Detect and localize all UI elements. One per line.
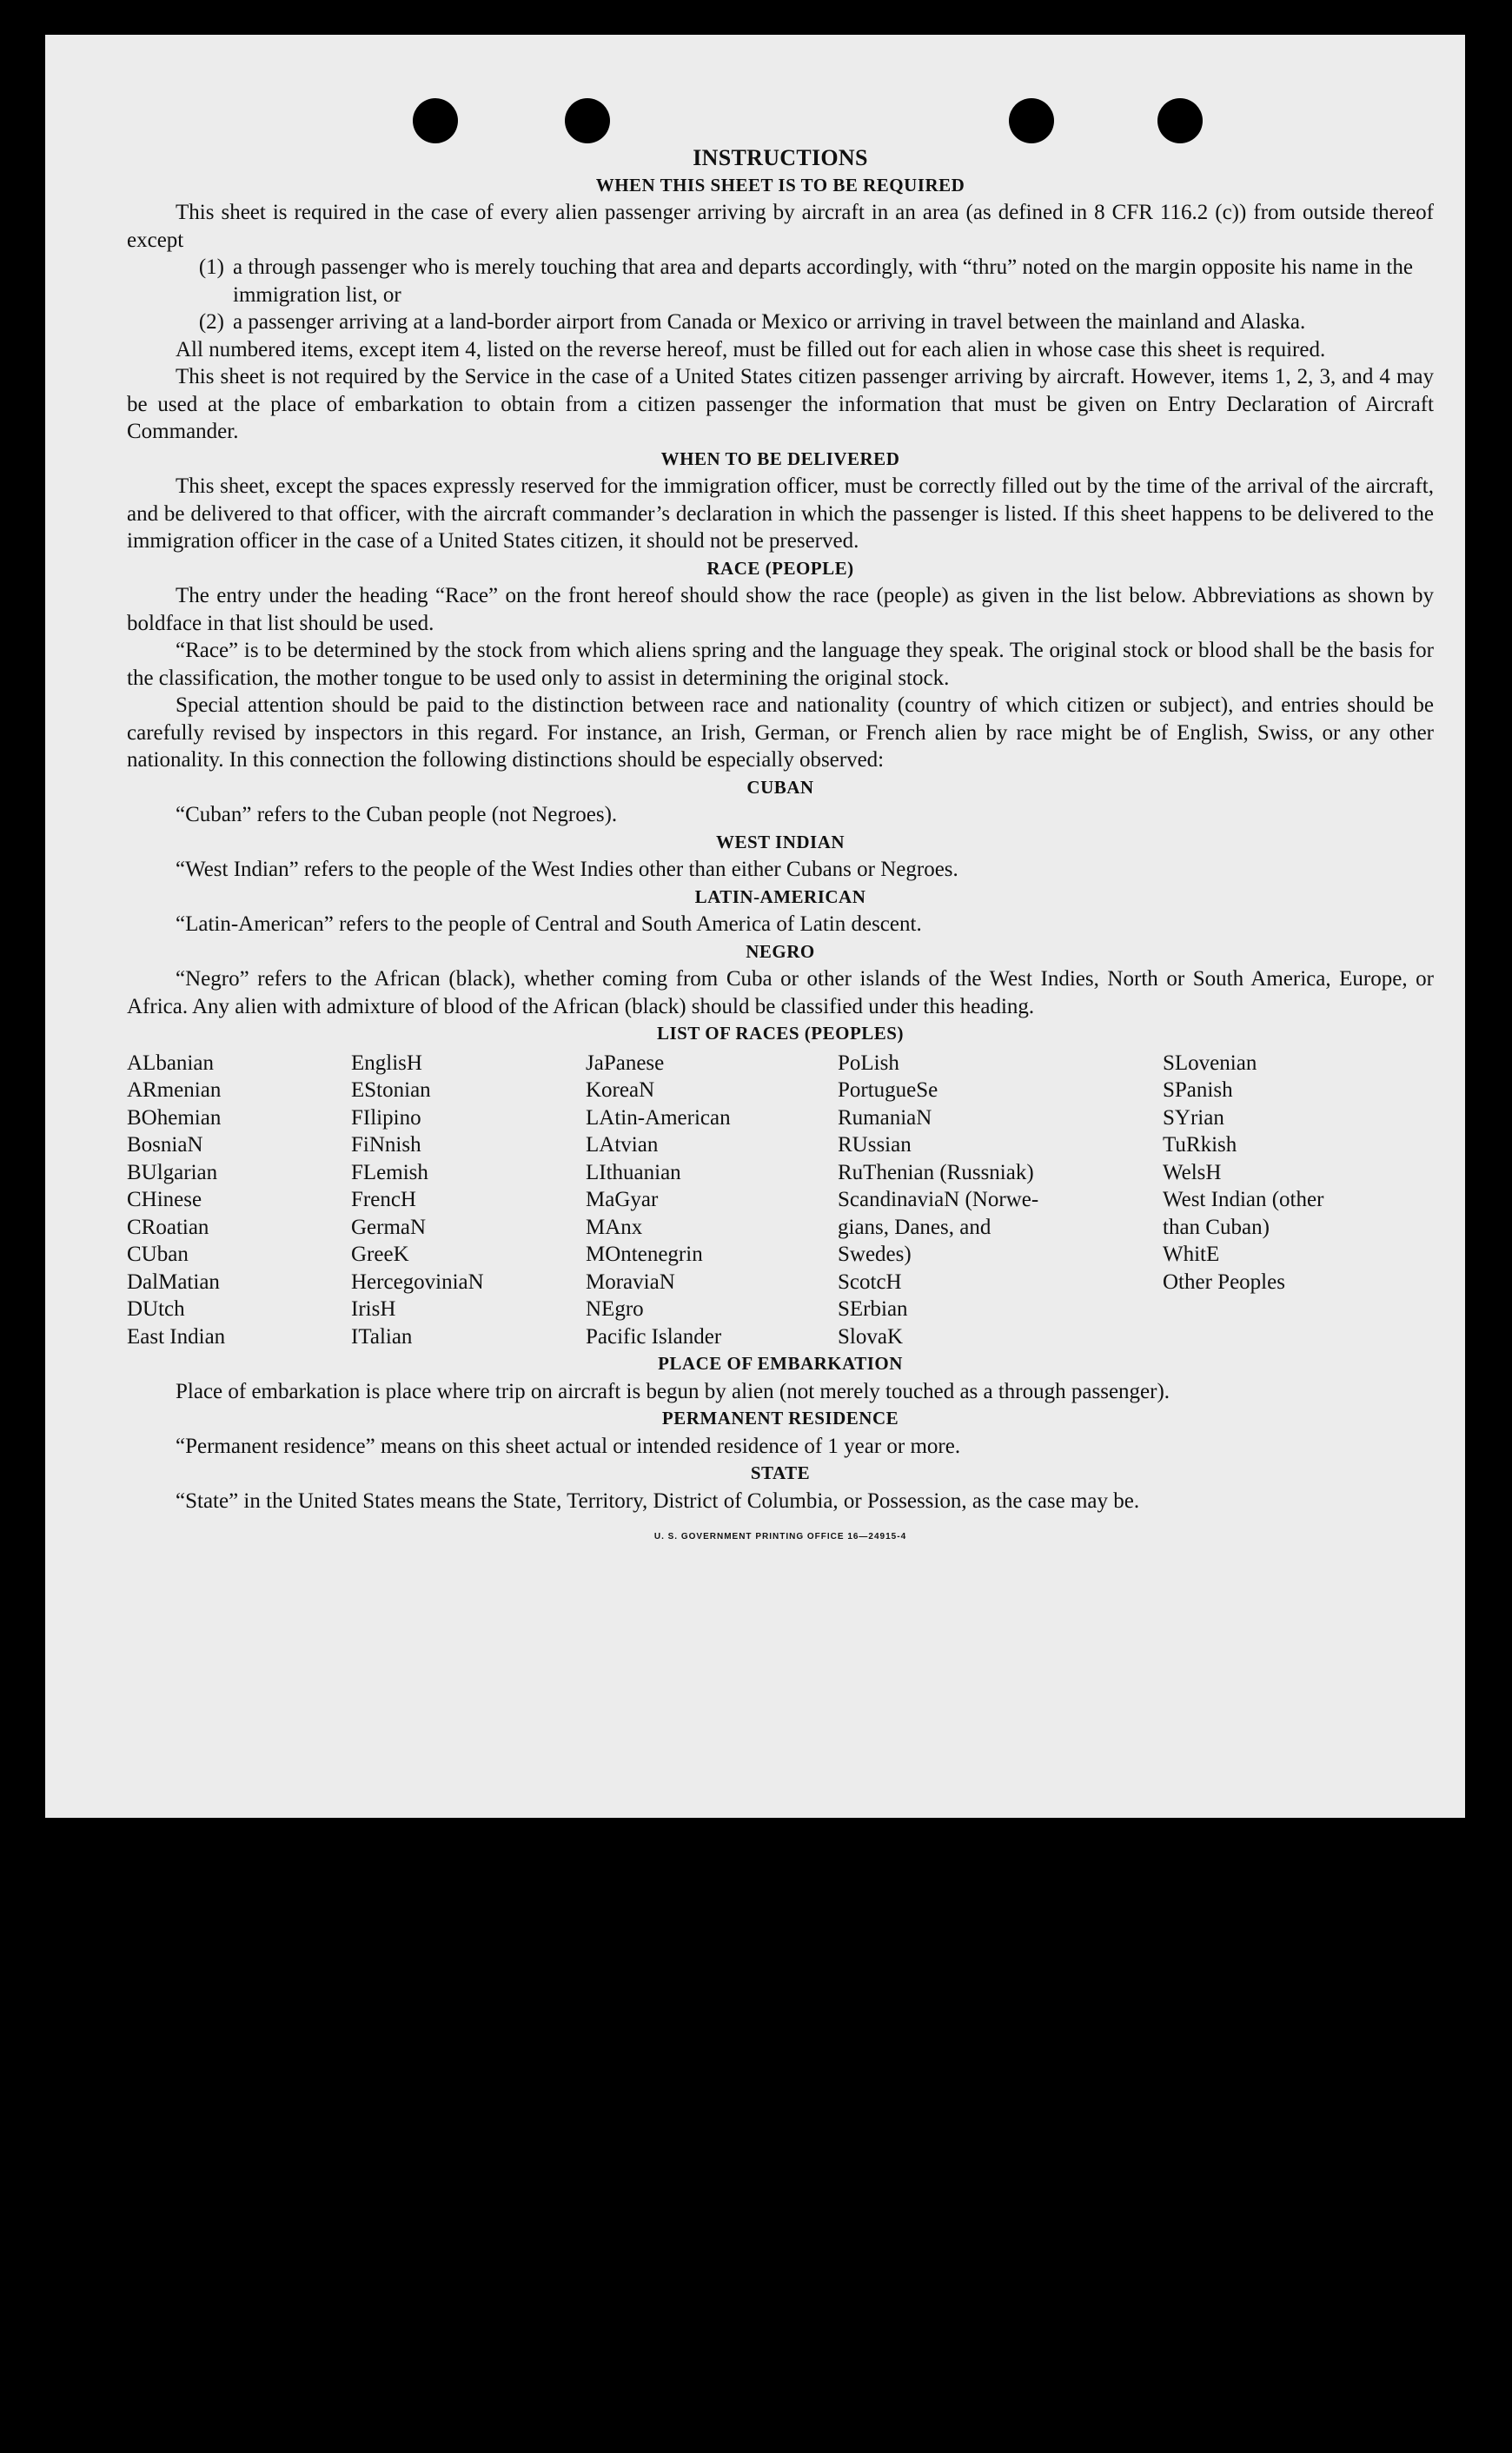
definition: “Permanent residence” means on this sheet actual or intended residence of 1 year or more.	[176, 1434, 961, 1458]
item-number: (1)	[198, 255, 224, 279]
race-entry: WhitE	[1163, 1243, 1220, 1266]
race-entry: than Cuban)	[1163, 1215, 1270, 1239]
punch-hole	[565, 98, 610, 143]
paragraph: This sheet is not required by the Service in the case of a United States citizen passenger arriving by aircraft. However, items 1, 2, 3, and 4 may be used at the place of embarkation to obtain from a citizen passenger the information that must be given on Entry Declaration of Aircraft Commander.	[127, 365, 1434, 443]
race-entry: ScotcH	[838, 1270, 902, 1294]
section-heading: PLACE OF EMBARKATION	[658, 1353, 903, 1374]
race-entry: BOhemian	[127, 1105, 222, 1130]
race-entry: MAnx	[586, 1215, 643, 1239]
race-column	[586, 1050, 838, 1351]
paragraph: “Race” is to be determined by the stock from which aliens spring and the language they speak. The original stock or blood shall be the basis for the classification, the mother tongue to be used only to assist in determining the original stock.	[127, 639, 1434, 690]
race-entry: CUban	[127, 1243, 189, 1266]
race-entry: HercegoviniaN	[351, 1270, 484, 1294]
section-heading: LIST OF RACES (PEOPLES)	[657, 1023, 904, 1044]
race-entry: CRoatian	[127, 1215, 209, 1239]
race-entry: GermaN	[351, 1215, 427, 1239]
race-entry: FrencH	[351, 1188, 416, 1211]
race-entry: West Indian (other	[1163, 1188, 1324, 1211]
race-entry: IrisH	[351, 1297, 396, 1321]
paragraph: All numbered items, except item 4, listed on the reverse hereof, must be filled out for each alien in whose case this sheet is required.	[176, 337, 1326, 361]
document-page	[45, 35, 1465, 1818]
item-text: a through passenger who is merely touching that area and departs accordingly, with “thru” noted on the margin opposite his name in the immigration list, or	[233, 255, 1413, 307]
race-column	[127, 1050, 351, 1351]
race-entry: KoreaN	[586, 1078, 655, 1102]
race-entry: RuThenian (Russniak)	[838, 1160, 1034, 1184]
punch-hole	[1157, 98, 1203, 143]
race-entry: Other Peoples	[1163, 1270, 1285, 1294]
race-entry: RUssian	[838, 1133, 912, 1157]
race-entry: ScandinaviaN (Norwe-	[838, 1188, 1039, 1211]
definition: “Cuban” refers to the Cuban people (not Negroes).	[176, 803, 618, 826]
definition: Place of embarkation is place where trip on aircraft is begun by alien (not merely touched as a through passenger).	[176, 1379, 1170, 1403]
paragraph: The entry under the heading “Race” on the front hereof should show the race (people) as given in the list below. Abbreviations as shown by boldface in that list should be used.	[127, 584, 1434, 635]
section-heading: WEST INDIAN	[715, 831, 846, 852]
race-entry: SLovenian	[1163, 1051, 1257, 1075]
item-text: a passenger arriving at a land-border airport from Canada or Mexico or arriving in travel between the mainland and Alaska.	[233, 310, 1306, 334]
race-entry: SPanish	[1163, 1078, 1233, 1102]
punch-hole	[1009, 98, 1054, 143]
race-entry: gians, Danes, and	[838, 1215, 991, 1239]
race-entry: TuRkish	[1163, 1133, 1237, 1157]
race-entry: NEgro	[586, 1297, 644, 1321]
race-entry: Swedes)	[838, 1243, 912, 1266]
race-entry: ITalian	[351, 1324, 413, 1349]
race-entry: FiNnish	[351, 1133, 421, 1157]
race-entry: RumaniaN	[838, 1105, 932, 1130]
definition: “West Indian” refers to the people of the West Indies other than either Cubans or Negroes.	[176, 858, 958, 881]
race-entry: LAtin-American	[586, 1105, 731, 1130]
race-entry: MOntenegrin	[586, 1243, 703, 1266]
paragraph: This sheet is required in the case of every alien passenger arriving by aircraft in an area (as defined in 8 CFR 116.2 (c)) from outside thereof except	[127, 201, 1434, 252]
race-entry: SYrian	[1163, 1105, 1224, 1130]
race-list	[127, 1050, 1434, 1351]
section-heading: WHEN THIS SHEET IS TO BE REQUIRED	[595, 174, 965, 196]
definition: “Latin-American” refers to the people of Central and South America of Latin descent.	[176, 912, 922, 936]
section-heading: RACE (PEOPLE)	[706, 557, 854, 579]
race-entry: PoLish	[838, 1051, 899, 1075]
race-entry: MoraviaN	[586, 1270, 675, 1294]
definition: “Negro” refers to the African (black), whether coming from Cuba or other islands of the West Indies, North or South America, Europe, or Africa. Any alien with admixture of blood of the African (black) should be classified under this heading.	[127, 967, 1434, 1018]
race-entry: East Indian	[127, 1324, 226, 1349]
race-entry: Pacific Islander	[586, 1324, 722, 1349]
race-entry: DUtch	[127, 1297, 185, 1321]
race-entry: CHinese	[127, 1188, 202, 1211]
section-heading: PERMANENT RESIDENCE	[661, 1408, 899, 1429]
race-column	[1163, 1050, 1434, 1351]
race-entry: EStonian	[351, 1078, 431, 1102]
race-entry: DalMatian	[127, 1270, 220, 1294]
race-column	[838, 1050, 1163, 1351]
section-heading: NEGRO	[746, 940, 815, 962]
race-entry: MaGyar	[586, 1188, 659, 1211]
printing-office-footer: U. S. GOVERNMENT PRINTING OFFICE 16—24915-4	[653, 1532, 907, 1541]
numbered-item	[127, 308, 1434, 336]
race-entry: WelsH	[1163, 1160, 1222, 1184]
section-heading: STATE	[750, 1462, 811, 1483]
race-entry: SlovaK	[838, 1324, 903, 1349]
race-entry: GreeK	[351, 1243, 409, 1266]
punch-hole	[413, 98, 458, 143]
race-entry: BUlgarian	[127, 1160, 218, 1184]
section-heading: CUBAN	[746, 776, 814, 798]
race-entry: PortugueSe	[838, 1078, 938, 1102]
race-entry: JaPanese	[586, 1051, 665, 1075]
paragraph: This sheet, except the spaces expressly reserved for the immigration officer, must be correctly filled out by the time of the arrival of the aircraft, and be delivered to that officer, with the aircraft commander’s declaration in which the passenger is listed. If this sheet happens to be delivered to the immigration officer in the case of a United States citizen, it should not be preserved.	[127, 474, 1434, 553]
race-entry: LAtvian	[586, 1133, 659, 1157]
race-entry: FIlipino	[351, 1105, 421, 1130]
race-entry: ARmenian	[127, 1078, 222, 1102]
definition: “State” in the United States means the State, Territory, District of Columbia, or Possession, as the case may be.	[176, 1488, 1140, 1513]
section-heading: LATIN-AMERICAN	[694, 885, 866, 907]
paragraph: Special attention should be paid to the distinction between race and nationality (country of which citizen or subject), and entries should be carefully revised by inspectors in this regard. For instance, an Irish, German, or French alien by race might be of English, Swiss, or any other nationality. In this connection the following distinctions should be especially observed:	[127, 693, 1434, 772]
race-entry: EnglisH	[351, 1051, 422, 1075]
instructions-content	[127, 144, 1434, 1551]
race-entry: LIthuanian	[586, 1160, 681, 1184]
race-entry: FLemish	[351, 1160, 428, 1184]
race-entry: ALbanian	[127, 1051, 214, 1075]
numbered-item	[127, 254, 1434, 308]
page-title: INSTRUCTIONS	[693, 145, 868, 170]
race-entry: BosniaN	[127, 1133, 203, 1157]
item-number: (2)	[198, 310, 224, 334]
race-entry: SErbian	[838, 1297, 908, 1321]
section-heading: WHEN TO BE DELIVERED	[660, 448, 900, 469]
race-column	[351, 1050, 586, 1351]
